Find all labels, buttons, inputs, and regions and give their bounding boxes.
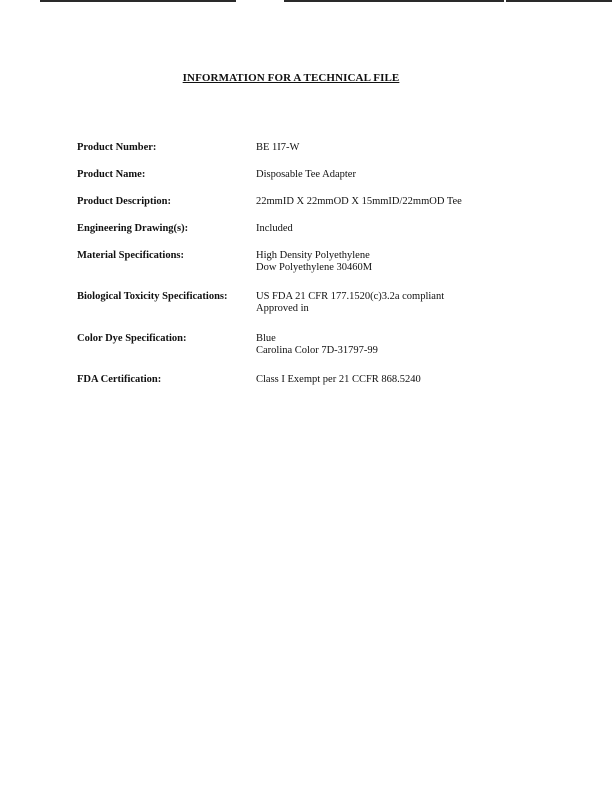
spec-label: Material Specifications: bbox=[77, 250, 185, 261]
spec-value: 22mmID X 22mmOD X 15mmID/22mmOD Tee bbox=[256, 196, 462, 207]
spec-row-product-number bbox=[77, 142, 557, 169]
spec-values bbox=[256, 291, 557, 315]
scan-artifact-line bbox=[40, 0, 236, 2]
spec-value: Approved in bbox=[256, 303, 309, 314]
spec-table bbox=[77, 142, 557, 401]
spec-values bbox=[256, 169, 557, 181]
spec-label: Biological Toxicity Specifications: bbox=[77, 291, 228, 302]
spec-row-material-specifications bbox=[77, 250, 557, 291]
document-title: INFORMATION FOR A TECHNICAL FILE bbox=[182, 72, 400, 84]
spec-values bbox=[256, 333, 557, 357]
spec-value: Dow Polyethylene 30460M bbox=[256, 262, 373, 273]
spec-label: FDA Certification: bbox=[77, 374, 162, 385]
spec-values bbox=[256, 250, 557, 274]
spec-values bbox=[256, 223, 557, 235]
spec-value: Included bbox=[256, 223, 293, 234]
spec-value: High Density Polyethylene bbox=[256, 250, 370, 261]
spec-row-color-dye bbox=[77, 333, 557, 374]
spec-value: BE 1I7-W bbox=[256, 142, 300, 153]
spec-row-fda-certification bbox=[77, 374, 557, 401]
scan-artifact-line bbox=[506, 0, 612, 2]
spec-values bbox=[256, 142, 557, 154]
spec-label: Product Number: bbox=[77, 142, 157, 153]
spec-row-product-description bbox=[77, 196, 557, 223]
spec-label: Product Name: bbox=[77, 169, 146, 180]
spec-label: Product Description: bbox=[77, 196, 172, 207]
spec-value: Blue bbox=[256, 333, 276, 344]
spec-row-engineering-drawings bbox=[77, 223, 557, 250]
spec-row-product-name bbox=[77, 169, 557, 196]
spec-label: Color Dye Specification: bbox=[77, 333, 187, 344]
spec-label: Engineering Drawing(s): bbox=[77, 223, 189, 234]
scan-artifact-line bbox=[284, 0, 504, 2]
spec-value: Carolina Color 7D-31797-99 bbox=[256, 345, 378, 356]
spec-values bbox=[256, 196, 557, 208]
spec-row-biological-toxicity bbox=[77, 291, 557, 333]
spec-value: US FDA 21 CFR 177.1520(c)3.2a compliant bbox=[256, 291, 445, 302]
spec-value: Class I Exempt per 21 CCFR 868.5240 bbox=[256, 374, 421, 385]
spec-value: Disposable Tee Adapter bbox=[256, 169, 356, 180]
spec-values bbox=[256, 374, 557, 386]
